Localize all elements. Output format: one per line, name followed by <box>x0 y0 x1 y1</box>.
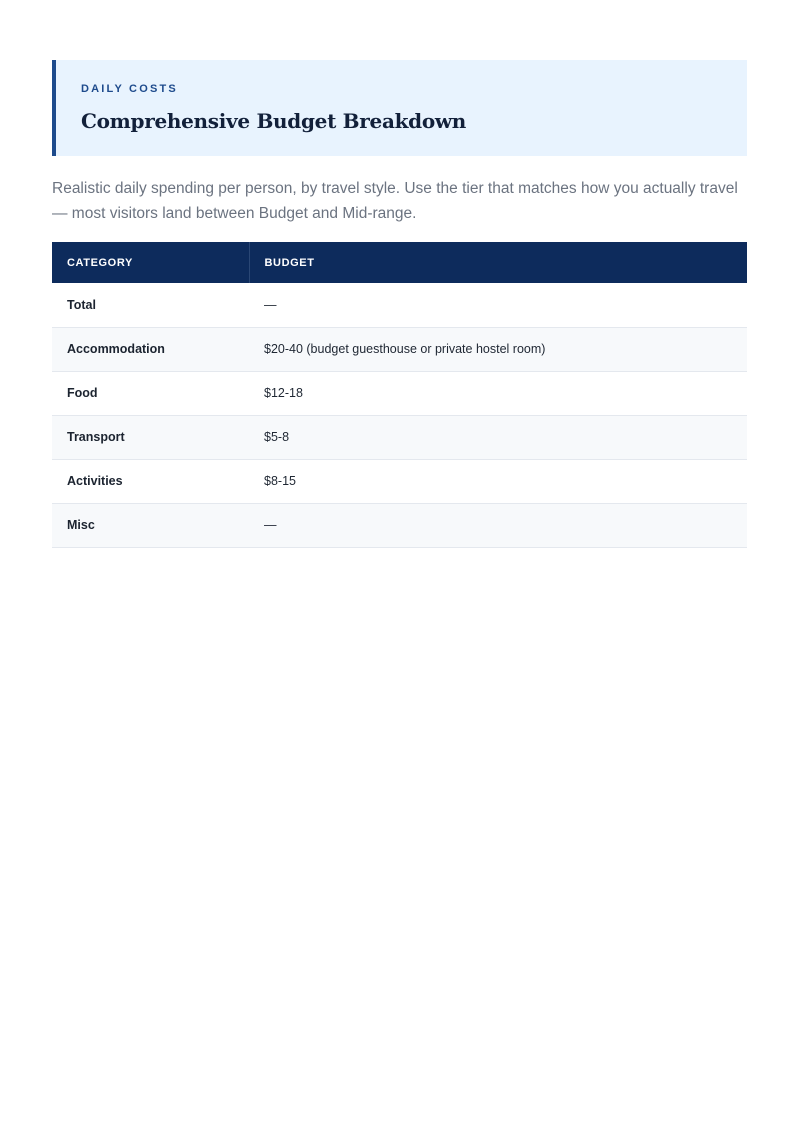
column-header-category: CATEGORY <box>52 242 249 283</box>
row-category-cell: Activities <box>52 459 249 503</box>
table-row <box>52 327 747 371</box>
row-budget-cell: $20-40 (budget guesthouse or private hostel room) <box>249 327 747 371</box>
table-row <box>52 371 747 415</box>
section-header-callout <box>52 60 747 156</box>
row-category-cell: Total <box>52 283 249 327</box>
column-header-budget: BUDGET <box>249 242 747 283</box>
row-budget-cell: $8-15 <box>249 459 747 503</box>
intro-paragraph: Realistic daily spending per person, by travel style. Use the tier that matches how you actually travel — most visitors land between Budget and Mid-range. <box>52 180 738 222</box>
row-budget-cell: — <box>249 503 747 547</box>
row-category-cell: Food <box>52 371 249 415</box>
row-category-cell: Misc <box>52 503 249 547</box>
table-header-row <box>52 242 747 283</box>
row-budget-cell: — <box>249 283 747 327</box>
section-eyebrow: DAILY COSTS <box>81 83 178 95</box>
row-category-cell: Accommodation <box>52 327 249 371</box>
table-row <box>52 283 747 327</box>
table-row <box>52 459 747 503</box>
budget-table <box>52 242 747 548</box>
row-budget-cell: $5-8 <box>249 415 747 459</box>
row-budget-cell: $12-18 <box>249 371 747 415</box>
table-row <box>52 503 747 547</box>
section-title: Comprehensive Budget Breakdown <box>81 109 467 133</box>
table-row <box>52 415 747 459</box>
row-category-cell: Transport <box>52 415 249 459</box>
